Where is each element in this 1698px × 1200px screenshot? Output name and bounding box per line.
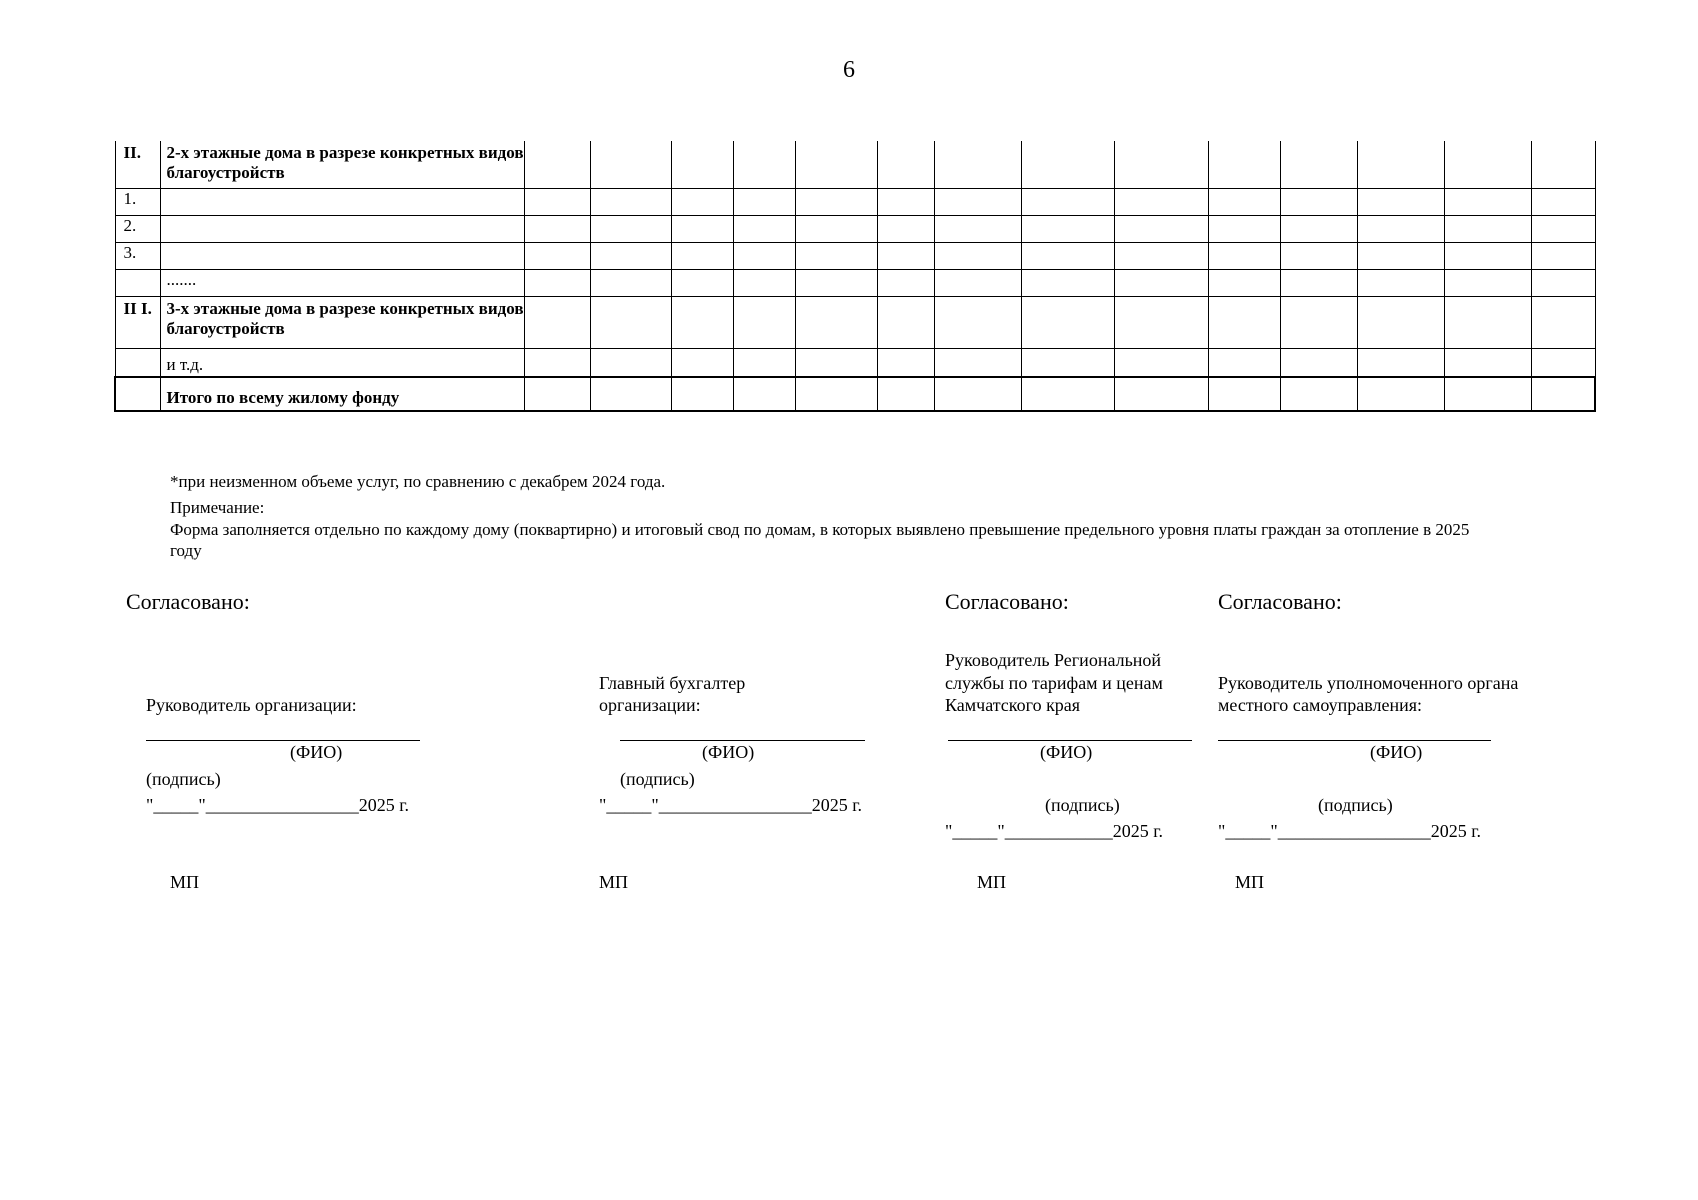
row-number: 2. <box>115 215 160 242</box>
table-row <box>115 242 1595 269</box>
table-row <box>115 269 1595 296</box>
row-number: 3. <box>115 242 160 269</box>
org-head-title: Руководитель организации: <box>146 695 357 715</box>
regional-title-line2: службы по тарифам и ценам <box>945 673 1163 693</box>
agreed-heading: Согласовано: <box>1218 589 1342 614</box>
signature-label: (подпись) <box>1045 795 1120 815</box>
row-label: и т.д. <box>160 348 524 377</box>
seal-label: МП <box>170 872 200 892</box>
agreed-heading: Согласовано: <box>126 589 250 614</box>
fio-label: (ФИО) <box>702 742 755 762</box>
remark-title: Примечание: <box>170 498 265 517</box>
footnote: *при неизменном объеме услуг, по сравнению с декабрем 2024 года. <box>170 472 666 491</box>
row-label <box>160 188 524 215</box>
row-number <box>115 377 160 411</box>
date-field: "_____"_________________2025 г. <box>599 795 863 815</box>
row-number <box>115 348 160 377</box>
agreed-heading: Согласовано: <box>945 589 1069 614</box>
signature-label: (подпись) <box>1318 795 1393 815</box>
table-row <box>115 348 1595 377</box>
accountant-title-line1: Главный бухгалтер <box>599 673 746 693</box>
signature-label: (подпись) <box>146 769 221 789</box>
fio-label: (ФИО) <box>290 742 343 762</box>
row-number <box>115 269 160 296</box>
row-label <box>160 215 524 242</box>
row-label: ....... <box>160 269 524 296</box>
row-label: Итого по всему жилому фонду <box>160 377 524 411</box>
fio-label: (ФИО) <box>1370 742 1423 762</box>
regional-title-line1: Руководитель Региональной <box>945 650 1162 670</box>
seal-label: МП <box>1235 872 1265 892</box>
seal-label: МП <box>599 872 629 892</box>
municipal-title-line2: местного самоуправления: <box>1218 695 1423 715</box>
signature-line <box>1218 740 1491 741</box>
signature-label: (подпись) <box>620 769 695 789</box>
date-field: "_____"____________2025 г. <box>945 821 1164 841</box>
table-row <box>115 188 1595 215</box>
seal-label: МП <box>977 872 1007 892</box>
remark-text-line1: Форма заполняется отдельно по каждому дому (поквартирно) и итоговый свод по домам, в которых выявлено превышение предельного уровня платы граждан за отопление в 2025 <box>170 520 1470 539</box>
date-field: "_____"_________________2025 г. <box>1218 821 1482 841</box>
row-number: II I. <box>115 296 160 348</box>
accountant-title-line2: организации: <box>599 695 701 715</box>
regional-title-line3: Камчатского края <box>945 695 1081 715</box>
remark-text-line2: году <box>170 541 202 560</box>
date-field: "_____"_________________2025 г. <box>146 795 410 815</box>
summary-table <box>114 141 1596 412</box>
row-label: 2-х этажные дома в разрезе конкретных видов благоустройств <box>160 141 524 188</box>
row-label <box>160 242 524 269</box>
table-row <box>115 141 1595 188</box>
row-label: 3-х этажные дома в разрезе конкретных видов благоустройств <box>160 296 524 348</box>
table-row <box>115 215 1595 242</box>
municipal-title-line1: Руководитель уполномоченного органа <box>1218 673 1519 693</box>
signature-line <box>146 740 420 741</box>
row-number: 1. <box>115 188 160 215</box>
table-row-total <box>115 377 1595 411</box>
fio-label: (ФИО) <box>1040 742 1093 762</box>
table-row <box>115 296 1595 348</box>
row-number: II. <box>115 141 160 188</box>
page-number: 6 <box>843 57 855 83</box>
